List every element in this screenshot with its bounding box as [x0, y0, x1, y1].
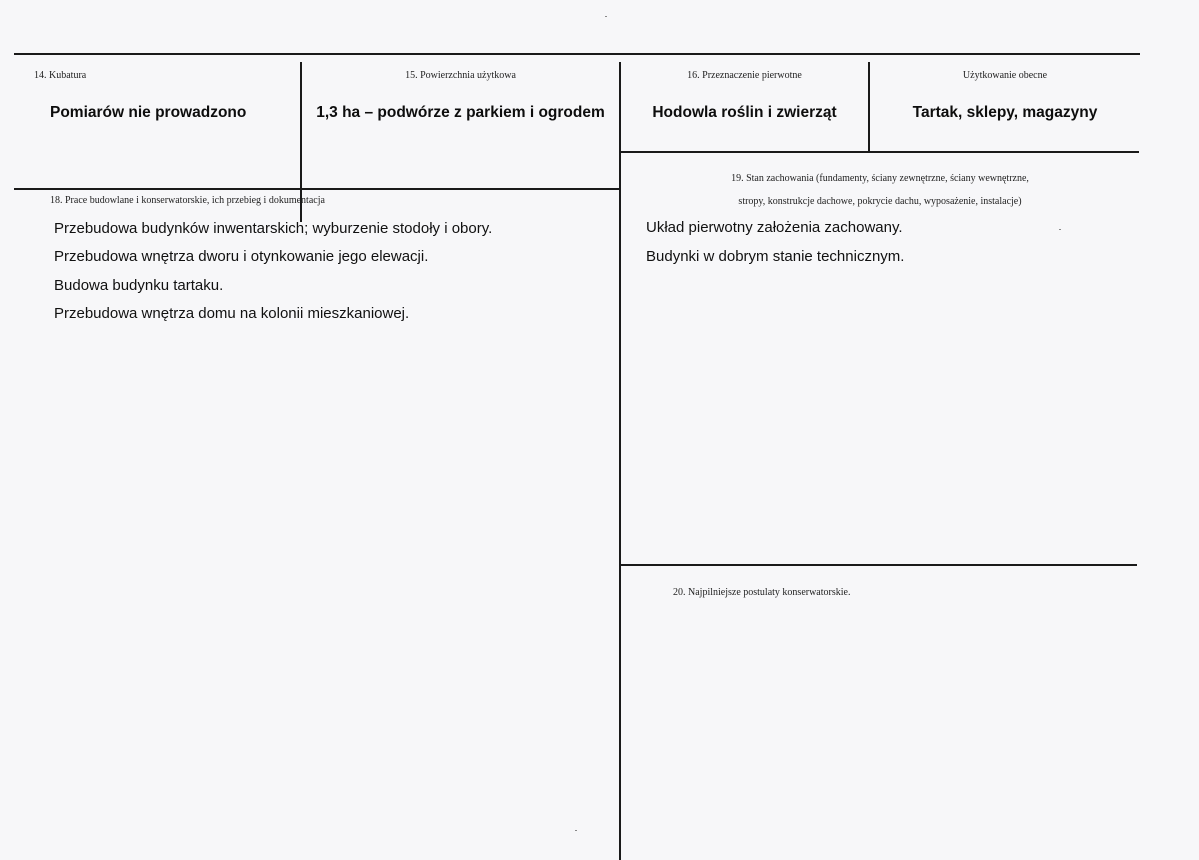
field-18-line-4: Przebudowa wnętrza domu na kolonii mieszkaniowej. — [54, 305, 410, 322]
scan-speck — [605, 16, 607, 17]
rule-under-19-header — [621, 151, 1139, 153]
field-15-label: 15. Powierzchnia użytkowa — [405, 70, 516, 81]
field-20-label: 20. Najpilniejsze postulaty konserwatorskie. — [673, 587, 851, 598]
field-16-label: 16. Przeznaczenie pierwotne — [687, 70, 802, 81]
field-18-line-3: Budowa budynku tartaku. — [54, 277, 224, 294]
field-19-label-line-2: stropy, konstrukcje dachowe, pokrycie dachu, wyposażenie, instalacje) — [738, 196, 1022, 207]
field-current-use-label: Użytkowanie obecne — [962, 70, 1048, 81]
rule-above-20 — [621, 564, 1137, 566]
field-15-value: 1,3 ha – podwórze z parkiem i ogrodem — [316, 104, 605, 121]
field-14-value: Pomiarów nie prowadzono — [50, 104, 247, 121]
field-current-use-value: Tartak, sklepy, magazyny — [912, 104, 1098, 121]
field-18-label: 18. Prace budowlane i konserwatorskie, ich przebieg i dokumentacja — [50, 195, 325, 206]
top-rule — [14, 53, 1140, 55]
field-14-label: 14. Kubatura — [34, 70, 87, 81]
rule-above-18 — [14, 188, 619, 190]
field-19-label-line-1: 19. Stan zachowania (fundamenty, ściany zewnętrzne, ściany wewnętrzne, — [731, 173, 1029, 184]
scan-speck — [1059, 229, 1061, 230]
field-19-line-1: Układ pierwotny założenia zachowany. — [646, 219, 903, 236]
scan-speck — [575, 830, 577, 831]
field-18-line-1: Przebudowa budynków inwentarskich; wyburzenie stodoły i obory. — [54, 220, 493, 237]
field-19-line-2: Budynki w dobrym stanie technicznym. — [646, 248, 905, 265]
field-16-value: Hodowla roślin i zwierząt — [652, 104, 837, 121]
field-18-line-2: Przebudowa wnętrza dworu i otynkowanie jego elewacji. — [54, 248, 429, 265]
